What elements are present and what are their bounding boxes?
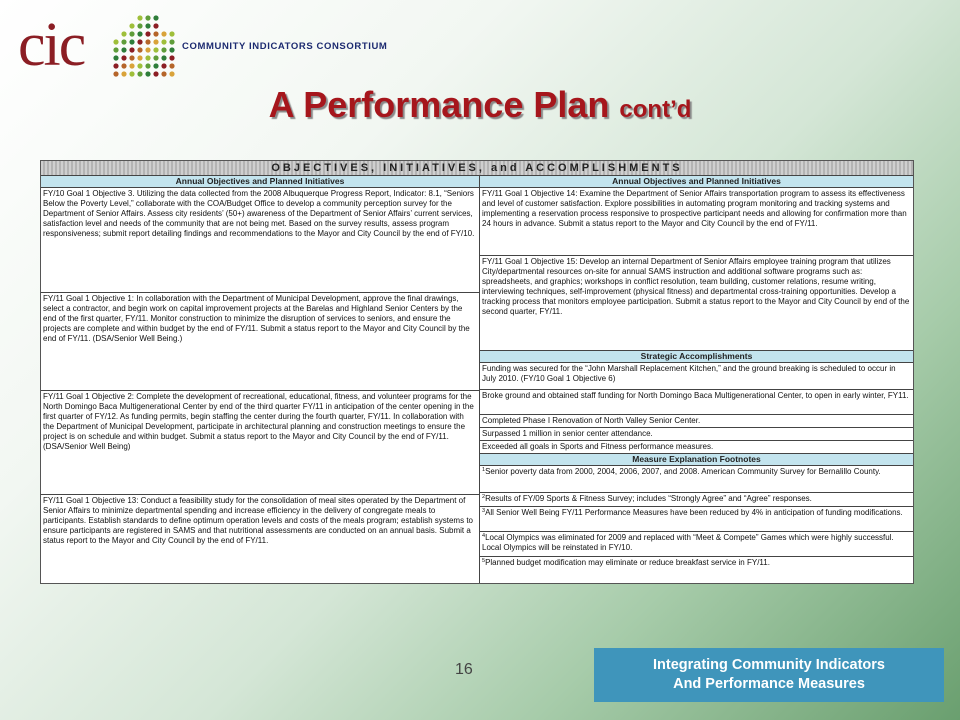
logo-dot <box>137 71 142 76</box>
logo-dot <box>113 39 118 44</box>
left-column <box>41 176 480 583</box>
logo-dot <box>169 39 174 44</box>
footnote-number: 4 <box>482 533 486 539</box>
logo-dot <box>153 31 158 36</box>
logo-dot <box>145 23 150 28</box>
objective-cell: FY/11 Goal 1 Objective 13: Conduct a feasibility study for the consolidation of meal sites operated by the Department of Senior Affairs to minimize departmental spending and increase efficiency in the delivery of congregate meals to participants. Establish standards to define optimum operation levels and costs of the meals program; establish systems to ensure participants are registered in SAMS and that nutritional assessments are conducted on an annual basis. Submit a status report to the Mayor and City Council by the end of FY/11. <box>43 496 473 546</box>
logo-dot <box>145 39 150 44</box>
logo-dot <box>113 47 118 52</box>
logo-dot <box>137 31 142 36</box>
logo-dot <box>129 31 134 36</box>
accomplishment-item: Completed Phase I Renovation of North Valley Senior Center. <box>480 415 913 428</box>
logo-dot <box>145 15 150 20</box>
logo-dot <box>121 31 126 36</box>
document-banner: OBJECTIVES, INITIATIVES, and ACCOMPLISHMENTS <box>41 161 913 176</box>
footnote-text: Local Olympics was eliminated for 2009 and replaced with “Meet & Compete” Games which were highly successful. Local Olympics will be reinstated in FY/10. <box>482 533 894 553</box>
page-title <box>0 84 960 126</box>
logo-dot <box>161 71 166 76</box>
footnote-item <box>480 532 913 557</box>
logo-dot <box>153 23 158 28</box>
left-column-header: Annual Objectives and Planned Initiatives <box>41 176 479 188</box>
logo-dot <box>161 47 166 52</box>
logo-dot <box>153 55 158 60</box>
footnote-item <box>480 507 913 532</box>
footnote-item <box>480 493 913 507</box>
logo-text: cic <box>18 11 85 79</box>
logo-dot <box>153 71 158 76</box>
logo-dot <box>169 55 174 60</box>
footer-line-1: Integrating Community Indicators <box>652 657 885 673</box>
logo-dot <box>169 47 174 52</box>
objective-cell: FY/11 Goal 1 Objective 2: Complete the development of recreational, educational, fitness, and volunteer programs for the North Domingo Baca Multigenerational Center by end of the third quarter FY/11 in anticipation of the center opening in the first quarter of FY/12. As funding permits, begin staffing the center during the fourth quarter, FY/11. In collaboration with the Department of Municipal Development, participate in architectural planning and construction meetings to ensure the project is on schedule and within budget. Submit a status report to the Mayor and City Council by the end of FY/11. (DSA/Senior Well Being) <box>41 391 479 495</box>
logo-dot <box>137 63 142 68</box>
footnote-number: 1 <box>482 467 486 473</box>
logo-dot <box>121 71 126 76</box>
cic-logo <box>10 6 180 80</box>
logo-dot <box>129 63 134 68</box>
logo-dot <box>137 39 142 44</box>
logo-dot <box>121 55 126 60</box>
logo-dot <box>137 55 142 60</box>
logo-dot <box>137 47 142 52</box>
logo-dot <box>169 71 174 76</box>
objective-cell: FY/11 Goal 1 Objective 15: Develop an internal Department of Senior Affairs employee training program that utilizes City/departmental resources on-site for annual SAMS instruction and additional software programs such as: spreadsheets, and graphics; workshops in conflict resolution, team building, customer relations, resume writing, interviewing techniques, self-improvement (physical fitness) and departmental cross-training opportunities. Develop a tracking process that monitors employee participation. Submit a status report to the Mayor and City Council by end of the second quarter, FY/11. <box>480 256 913 351</box>
logo-dot <box>153 63 158 68</box>
footnotes-header: Measure Explanation Footnotes <box>480 454 913 466</box>
footnote-number: 3 <box>482 508 486 514</box>
footer-line-2: And Performance Measures <box>673 676 865 692</box>
footnote-text: All Senior Well Being FY/11 Performance Measures have been reduced by 4% in anticipation of funding modifications. <box>485 508 903 517</box>
footnote-number: 2 <box>482 494 486 500</box>
accomplishment-item: Exceeded all goals in Sports and Fitness performance measures. <box>480 441 913 454</box>
logo-dot <box>129 55 134 60</box>
logo-dot <box>129 23 134 28</box>
logo-dot <box>145 63 150 68</box>
footnote-item <box>480 557 913 571</box>
objective-cell: FY/11 Goal 1 Objective 1: In collaboration with the Department of Municipal Development, approve the final drawings, select a contractor, and begin work on capital improvement projects at the Barelas and Highland Senior Centers by the end of the first quarter, FY/11. Monitor construction to minimize the disruption of services to seniors, and ensure the projects are complete and within budget by the end of FY/11. Submit a status report to the Mayor and City Council by the end of FY/11. (DSA/Senior Well Being.) <box>41 293 479 391</box>
footnote-text: Results of FY/09 Sports & Fitness Survey; includes “Strongly Agree” and “Agree” responses. <box>485 494 812 503</box>
logo-dot <box>113 63 118 68</box>
footnote-item <box>480 466 913 493</box>
objective-cell: FY/10 Goal 1 Objective 3. Utilizing the data collected from the 2008 Albuquerque Progress Report, Indicator: 8.1, “Seniors Below the Poverty Level,” collaborate with the COA/Budget Office to develop a community perception survey for the Department of Senior Affairs. Assess city residents’ (50+) awareness of the Department of Senior Affairs’ current services, satisfaction level and needs of the community that are not being met. Based on the survey results, assess program responsiveness; submit report detailing findings and recommendations to the Mayor and City Council by the end of FY/10. <box>41 188 479 293</box>
logo-dot <box>113 71 118 76</box>
logo-dot <box>161 55 166 60</box>
logo-dot <box>129 47 134 52</box>
footnote-text: Senior poverty data from 2000, 2004, 2006, 2007, and 2008. American Community Survey for Bernalillo County. <box>485 467 881 476</box>
logo-dot <box>137 23 142 28</box>
logo-dot <box>169 63 174 68</box>
logo-dot <box>129 71 134 76</box>
logo-dot <box>153 39 158 44</box>
slide-page-number: 16 <box>455 661 473 678</box>
right-column <box>480 176 913 583</box>
logo-dot <box>153 47 158 52</box>
footer-banner <box>594 648 944 702</box>
title-main: A Performance Plan <box>268 84 610 125</box>
footnote-text: Planned budget modification may eliminate or reduce breakfast service in FY/11. <box>485 558 770 567</box>
logo-dot <box>169 31 174 36</box>
footnote-number: 5 <box>482 558 486 564</box>
logo-dot <box>137 15 142 20</box>
logo-dot <box>161 39 166 44</box>
objective-cell: FY/11 Goal 1 Objective 14: Examine the Department of Senior Affairs transportation program to assess its effectiveness and level of customer satisfaction. Explore possibilities in automating program monitoring and tracking systems and implementing a reservation process responsive to prospective participant needs and allowing for confirmation more than 24 hours in advance. Submit a status report to the Mayor and City Council by the end of FY/11. <box>480 188 913 256</box>
logo-dot <box>121 63 126 68</box>
accomplishments-header: Strategic Accomplishments <box>480 351 913 363</box>
logo-dot <box>113 55 118 60</box>
logo-dot <box>121 47 126 52</box>
logo-dot <box>145 71 150 76</box>
logo-dot <box>145 47 150 52</box>
logo-dot <box>121 39 126 44</box>
title-suffix: cont’d <box>619 96 692 123</box>
logo-dot <box>161 31 166 36</box>
logo-dot <box>153 15 158 20</box>
accomplishment-item: Broke ground and obtained staff funding for North Domingo Baca Multigenerational Center, to open in early winter, FY11. <box>480 390 913 415</box>
accomplishment-item: Surpassed 1 million in senior center attendance. <box>480 428 913 441</box>
logo-dot <box>129 39 134 44</box>
logo-dot <box>145 55 150 60</box>
logo-dot <box>145 31 150 36</box>
logo-dot-grid-icon <box>112 14 178 78</box>
accomplishment-item: Funding was secured for the “John Marshall Replacement Kitchen,” and the ground breaking is scheduled to occur in July 2010. (FY/10 Goal 1 Objective 6) <box>480 363 913 390</box>
performance-plan-document <box>40 160 914 584</box>
org-name: COMMUNITY INDICATORS CONSORTIUM <box>182 41 388 52</box>
right-column-header: Annual Objectives and Planned Initiatives <box>480 176 913 188</box>
logo-dot <box>161 63 166 68</box>
